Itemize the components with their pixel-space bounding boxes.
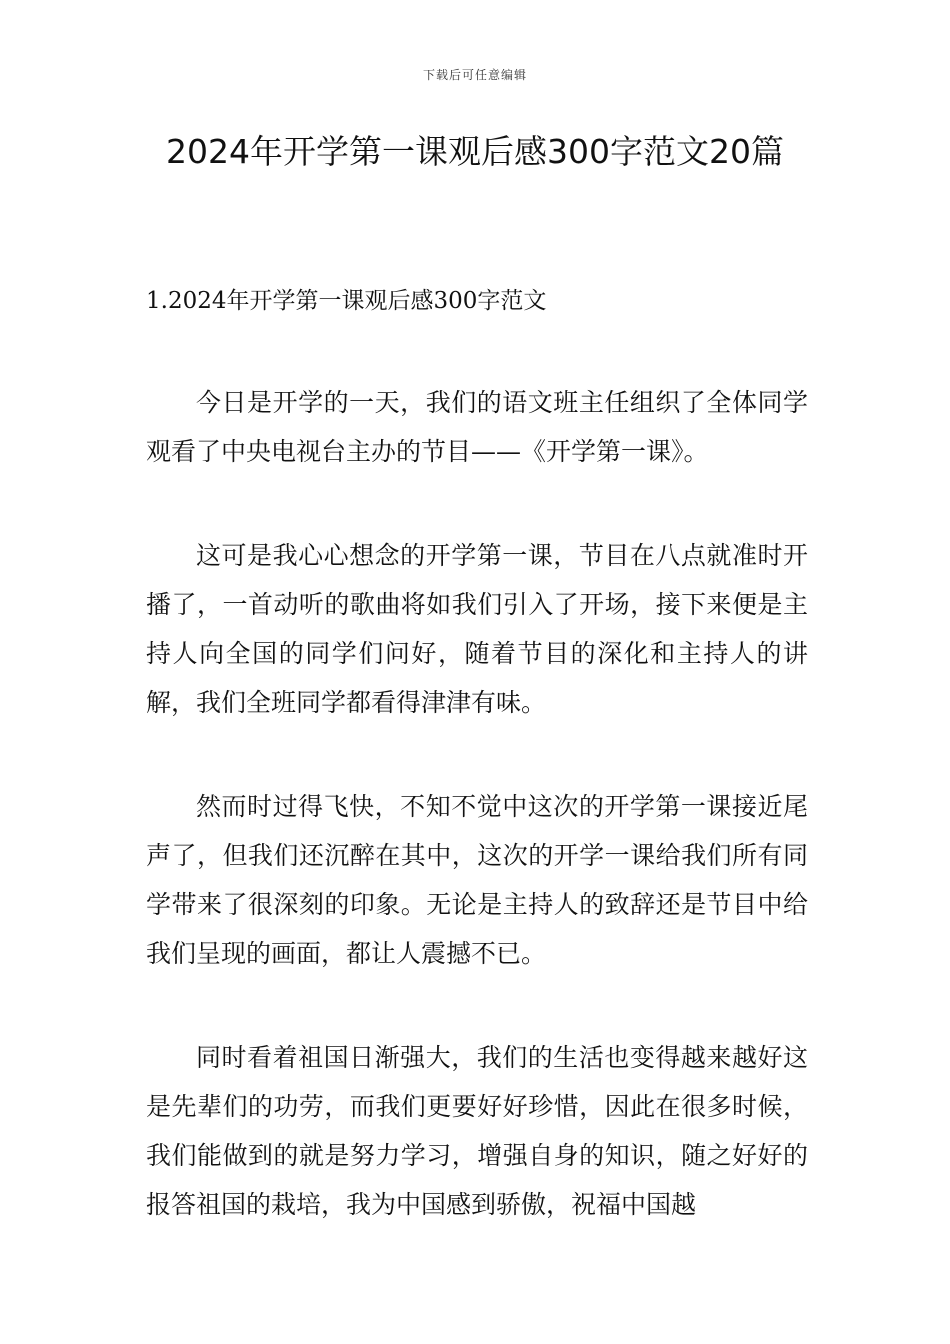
document-title: 2024年开学第一课观后感300字范文20篇	[166, 132, 784, 171]
paragraph-3: 然而时过得飞快，不知不觉中这次的开学第一课接近尾声了，但我们还沉醉在其中，这次的开学一课给我们所有同学带来了很深刻的印象。无论是主持人的致辞还是节目中给我们呈现的画面，都让人震撼不已。	[146, 792, 808, 968]
header-note: 下载后可任意编辑	[422, 68, 527, 82]
section-heading: 1.2024年开学第一课观后感300字范文	[146, 288, 547, 314]
paragraph-2: 这可是我心心想念的开学第一课，节目在八点就准时开播了，一首动听的歌曲将如我们引入了开场，接下来便是主持人向全国的同学们问好，随着节目的深化和主持人的讲解，我们全班同学都看得津津有味。	[146, 541, 808, 717]
document-body	[146, 378, 808, 1284]
paragraph-4: 同时看着祖国日渐强大，我们的生活也变得越来越好这是先辈们的功劳，而我们更要好好珍惜，因此在很多时候，我们能做到的就是努力学习，增强自身的知识，随之好好的报答祖国的栽培，我为中国感到骄傲，祝福中国越	[146, 1043, 808, 1219]
paragraph-1: 今日是开学的一天，我们的语文班主任组织了全体同学观看了中央电视台主办的节目——《开学第一课》。	[146, 388, 808, 466]
